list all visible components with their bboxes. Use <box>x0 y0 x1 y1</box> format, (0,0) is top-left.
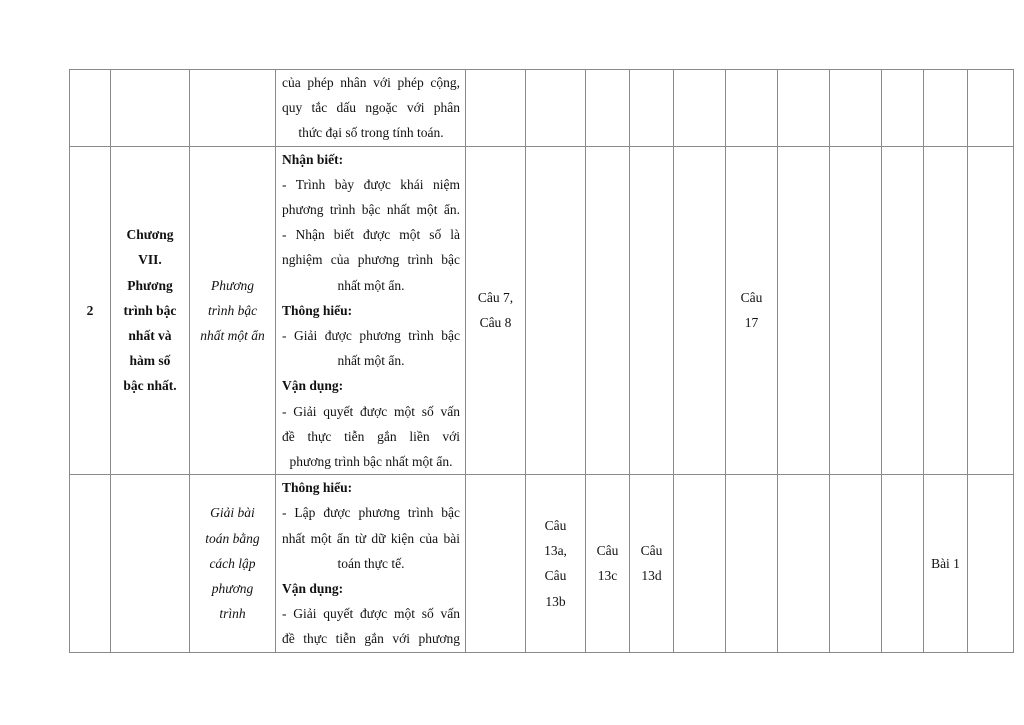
content-line: phương trình bậc nhất một ẩn. <box>289 454 453 470</box>
topic-line: Giải bài <box>210 505 255 521</box>
level-cell-8 <box>830 146 882 475</box>
content-line: thức đại số trong tính toán. <box>298 125 444 141</box>
topic-cell <box>190 70 276 147</box>
content-line: - Trình bày được khái niệm <box>282 176 460 192</box>
content-line: nghiệm của phương trình bậc <box>282 252 460 268</box>
content-line: Vận dụng: <box>282 378 344 394</box>
level-cell-4 <box>630 475 674 652</box>
content-line: - Nhận biết được một số là <box>282 227 460 243</box>
level-cell-7 <box>778 146 830 475</box>
level-cell-3 <box>586 475 630 652</box>
content-line: nhất một ẩn. <box>337 353 405 369</box>
chapter-line: VII. <box>138 252 162 268</box>
topic-line: nhất một ẩn <box>200 328 265 344</box>
extra-cell <box>968 70 1014 147</box>
chapter-line: nhất và <box>128 328 172 344</box>
content-line: đề thực tiễn gắn liền với <box>282 428 460 444</box>
level-cell-5 <box>674 70 726 147</box>
question-ref: 13d <box>641 568 662 584</box>
content-line: - Lập được phương trình bậc <box>282 505 460 521</box>
content-cell <box>276 146 466 475</box>
level-cell-7 <box>778 475 830 652</box>
topic-line: toán bằng <box>205 530 260 546</box>
content-line: - Giải được phương trình bậc <box>282 328 460 344</box>
level-cell-8 <box>830 70 882 147</box>
chapter-line: bậc nhất. <box>123 378 177 394</box>
level-cell-9 <box>882 475 924 652</box>
level-cell-1 <box>466 475 526 652</box>
stt-cell: 2 <box>70 146 111 475</box>
question-ref: Câu <box>544 518 567 534</box>
topic-line: trình bậc <box>207 302 258 318</box>
question-ref: Câu <box>740 290 763 306</box>
question-ref: Câu 7, <box>477 290 514 306</box>
question-ref: 13b <box>545 593 566 609</box>
chapter-cell <box>111 146 190 475</box>
level-cell-8 <box>830 475 882 652</box>
content-line: - Giải quyết được một số vấn <box>282 606 460 622</box>
table-row <box>70 70 1014 147</box>
chapter-cell <box>111 475 190 652</box>
question-ref: Câu <box>544 568 567 584</box>
table-row <box>70 475 1014 652</box>
content-line: nhất một ẩn từ dữ kiện của bài <box>282 530 460 546</box>
chapter-line: Chương <box>126 227 174 243</box>
chapter-line: Phương <box>127 277 173 293</box>
content-line: Vận dụng: <box>282 581 344 597</box>
level-cell-2 <box>526 70 586 147</box>
topic-cell <box>190 146 276 475</box>
question-ref: Câu <box>640 543 663 559</box>
level-cell-3 <box>586 146 630 475</box>
content-line: Thông hiểu: <box>282 302 353 318</box>
content-line: toán thực tế. <box>337 555 405 571</box>
level-cell-5 <box>674 146 726 475</box>
content-line: - Giải quyết được một số vấn <box>282 403 460 419</box>
chapter-line: hàm số <box>129 353 171 369</box>
stt-cell <box>70 475 111 652</box>
level-cell-4 <box>630 146 674 475</box>
level-cell-5 <box>674 475 726 652</box>
level-cell-3 <box>586 70 630 147</box>
level-cell-1 <box>466 70 526 147</box>
level-cell-10 <box>924 146 968 475</box>
level-cell-6 <box>726 146 778 475</box>
content-cell <box>276 70 466 147</box>
question-ref: 17 <box>744 315 759 331</box>
extra-cell <box>968 146 1014 475</box>
topic-line: cách lập <box>209 555 256 571</box>
content-line: đề thực tiễn gắn với phương <box>282 631 460 647</box>
topic-line: Phương <box>210 277 255 293</box>
level-cell-6 <box>726 70 778 147</box>
level-cell-2 <box>526 475 586 652</box>
topic-line: phương <box>211 581 254 597</box>
question-ref: Câu <box>596 543 619 559</box>
level-cell-10 <box>924 70 968 147</box>
content-line: quy tắc dấu ngoặc với phân <box>282 100 460 116</box>
level-cell-7 <box>778 70 830 147</box>
question-ref: Câu 8 <box>479 315 512 331</box>
level-cell-9 <box>882 70 924 147</box>
chapter-line: trình bậc <box>123 302 177 318</box>
level-cell-6 <box>726 475 778 652</box>
table-body <box>70 70 1014 653</box>
content-line: của phép nhân với phép cộng, <box>282 75 460 90</box>
content-line: phương trình bậc nhất một ẩn. <box>282 202 460 218</box>
level-cell-10 <box>924 475 968 652</box>
level-cell-2 <box>526 146 586 475</box>
topic-line: trình <box>219 606 246 622</box>
content-line: Thông hiểu: <box>282 480 353 496</box>
content-line: nhất một ẩn. <box>337 277 405 293</box>
content-line: Nhận biết: <box>282 151 344 167</box>
level-cell-1 <box>466 146 526 475</box>
extra-cell <box>968 475 1014 652</box>
matrix-table <box>69 69 1014 653</box>
topic-cell <box>190 475 276 652</box>
level-cell-9 <box>882 146 924 475</box>
chapter-cell <box>111 70 190 147</box>
question-ref: Bài 1 <box>931 555 960 571</box>
stt-cell <box>70 70 111 147</box>
question-ref: 13c <box>597 568 618 584</box>
content-cell <box>276 475 466 652</box>
table-row <box>70 146 1014 475</box>
level-cell-4 <box>630 70 674 147</box>
question-ref: 13a, <box>544 543 567 559</box>
